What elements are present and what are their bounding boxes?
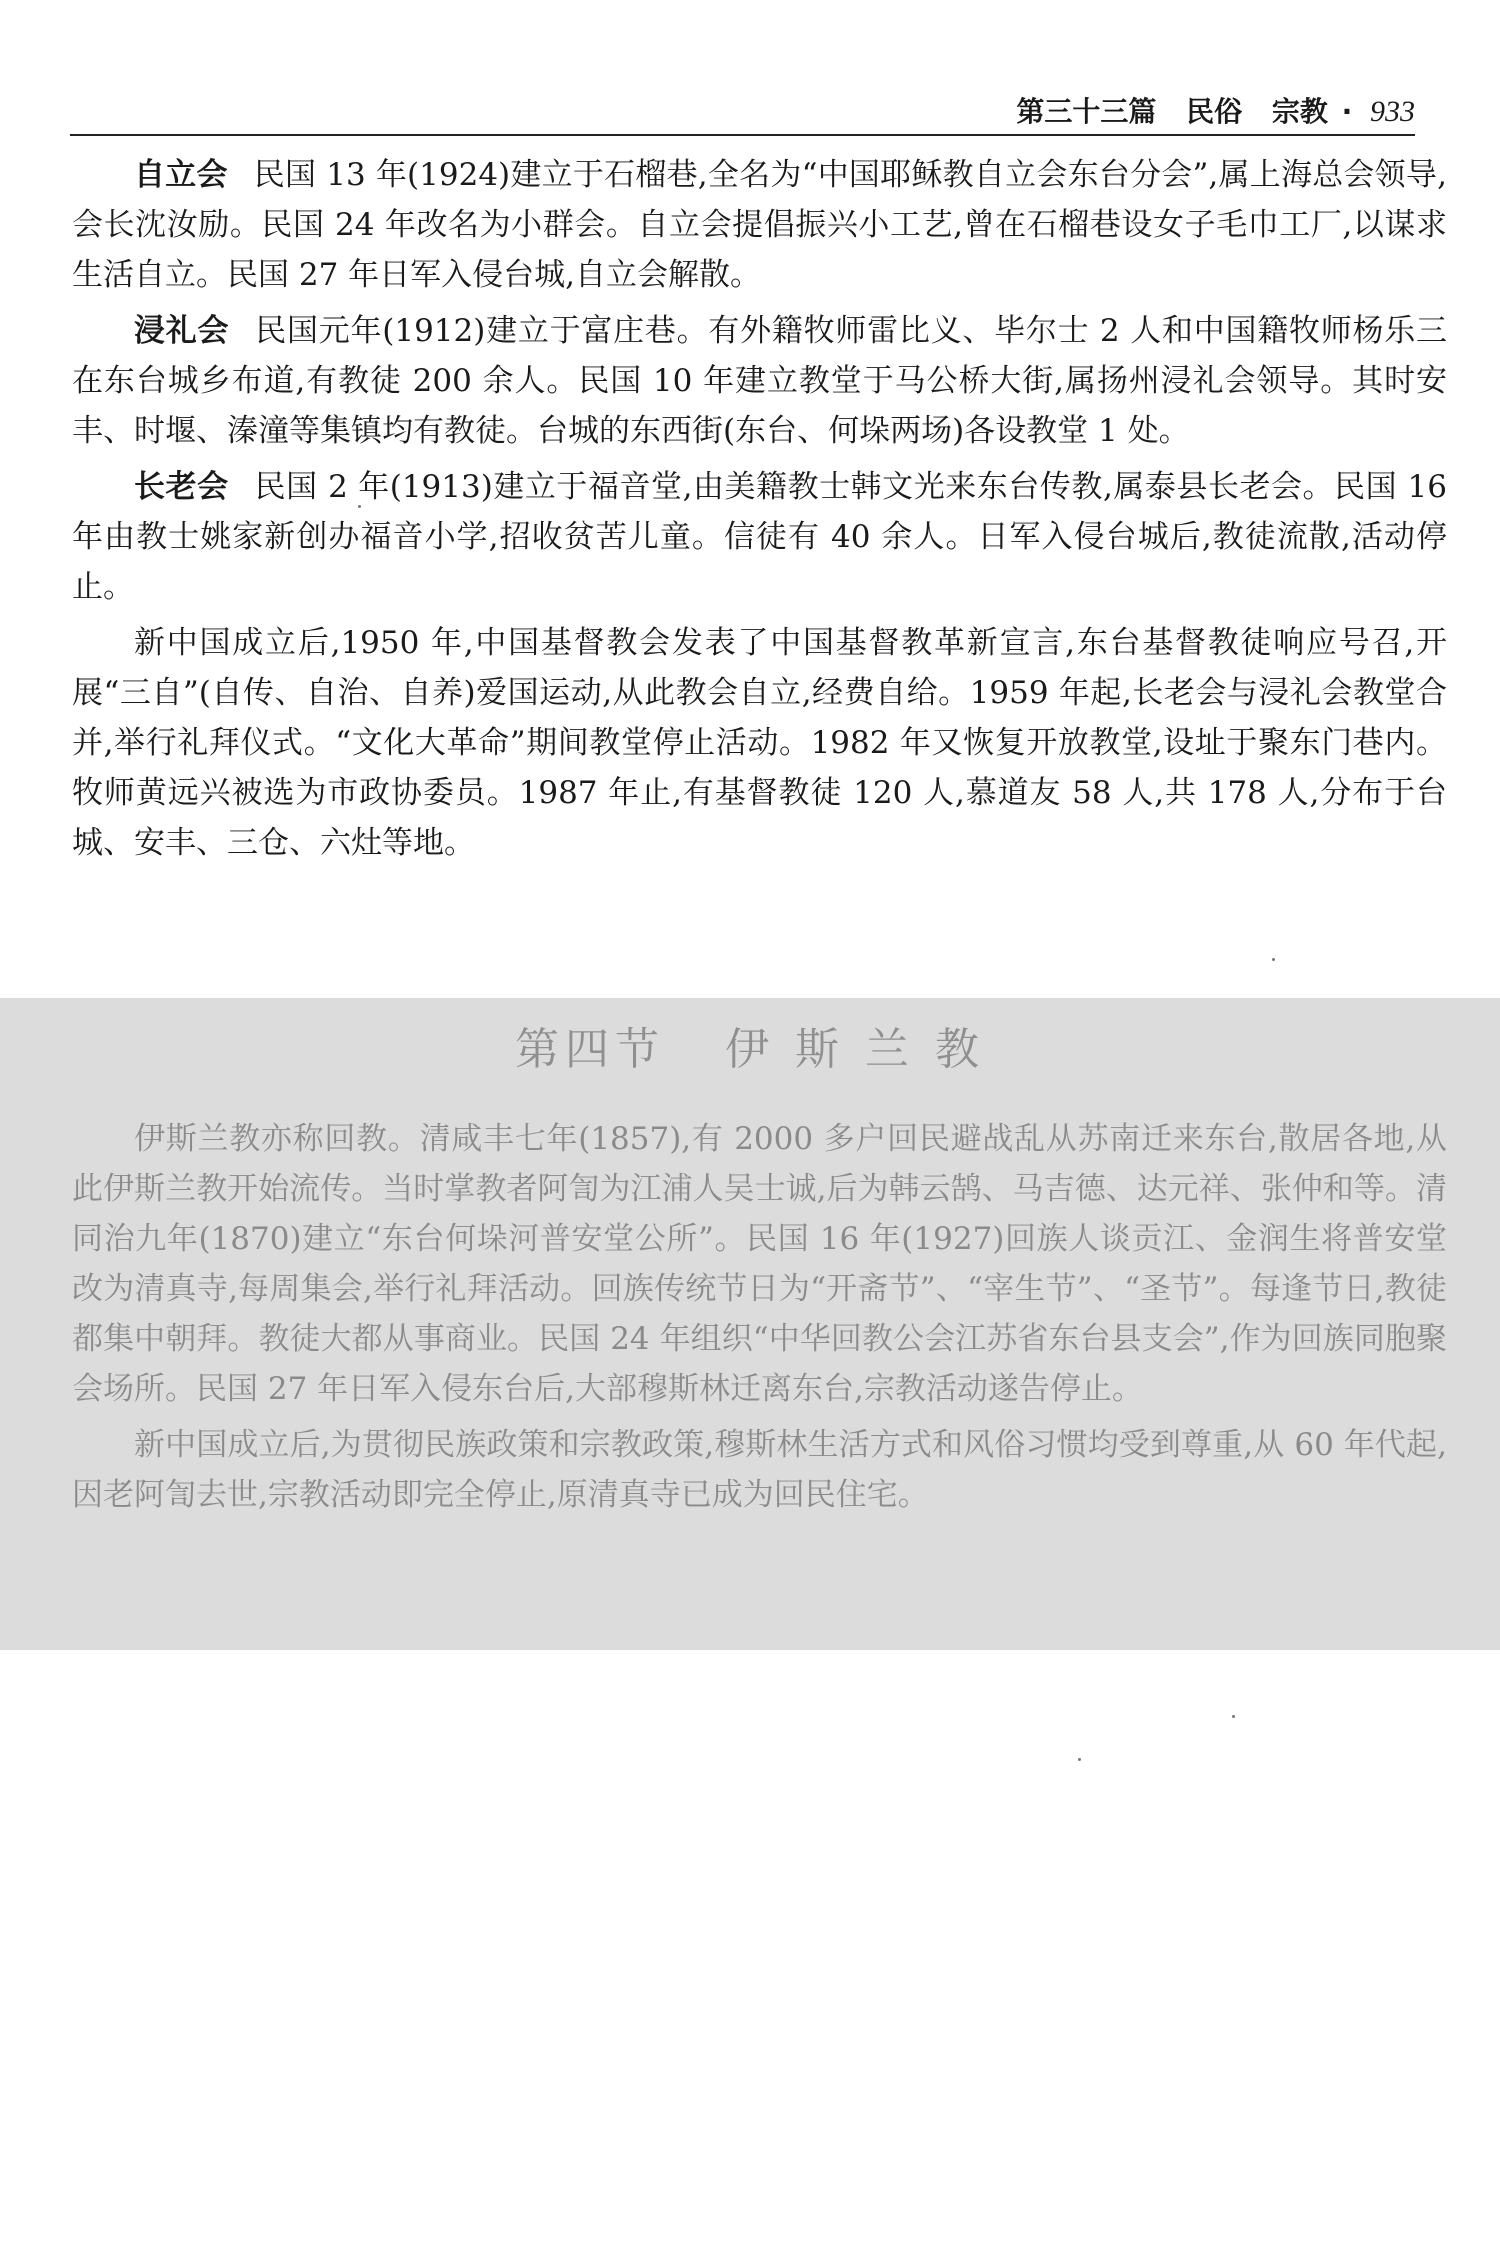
scan-speck xyxy=(1078,1758,1081,1761)
term-heading: 浸礼会 xyxy=(134,313,230,349)
scan-speck xyxy=(1272,958,1275,961)
paragraph-zilihui xyxy=(72,150,1447,300)
chapter-title: 第三十三篇 xyxy=(1016,95,1157,128)
paragraph-post-1949 xyxy=(72,618,1447,868)
scan-speck xyxy=(1232,1715,1235,1718)
paragraph-text: 新中国成立后,1950 年,中国基督教会发表了中国基督教革新宣言,东台基督教徒响应号召,开展“三自”(自传、自治、自养)爱国运动,从此教会自立,经费自给。1959 年起,长老会与浸礼会教堂合并,举行礼拜仪式。“文化大革命”期间教堂停止活动。1982 年又恢复开放教堂,设址于聚东门巷内。牧师黄远兴被选为市政协委员。1987 年止,有基督教徒 120 人,慕道友 58 人,共 178 人,分布于台城、安丰、三仓、六灶等地。 xyxy=(72,625,1447,861)
islam-paragraph: 伊斯兰教亦称回教。清咸丰七年(1857),有 2000 多户回民避战乱从苏南迁来东台,散居各地,从此伊斯兰教开始流传。当时掌教者阿訇为江浦人吴士诚,后为韩云鹄、马吉德、达元祥、张仲和等。清同治九年(1870)建立“东台何垛河普安堂公所”。民国 16 年(1927)回族人谈贡江、金润生将普安堂改为清真寺,每周集会,举行礼拜活动。回族传统节日为“开斋节”、“宰生节”、“圣节”。每逢节日,教徒都集中朝拜。教徒大都从事商业。民国 24 年组织“中华回教公会江苏省东台县支会”,作为回族同胞聚会场所。民国 27 年日军入侵东台后,大部穆斯林迁离东台,宗教活动遂告停止。 xyxy=(72,1121,1447,1407)
scan-speck xyxy=(358,505,361,508)
islam-section xyxy=(0,998,1500,1650)
section-number: 第四节 xyxy=(515,1024,666,1075)
page-number: 933 xyxy=(1370,95,1415,128)
term-heading: 长老会 xyxy=(134,469,229,505)
page-header xyxy=(70,90,1415,136)
header-separator: · xyxy=(1341,95,1353,128)
section-name: 宗教 xyxy=(1271,95,1328,128)
paragraph-text: 民国元年(1912)建立于富庄巷。有外籍牧师雷比义、毕尔士 2 人和中国籍牧师杨乐三在东台城乡布道,有教徒 200 余人。民国 10 年建立教堂于马公桥大街,属扬州浸礼会领导。其时安丰、时堰、溱潼等集镇均有教徒。台城的东西街(东台、何垛两场)各设教堂 1 处。 xyxy=(72,313,1447,449)
paragraph-text: 民国 13 年(1924)建立于石榴巷,全名为“中国耶稣教自立会东台分会”,属上海总会领导,会长沈汝励。民国 24 年改名为小群会。自立会提倡振兴小工艺,曾在石榴巷设女子毛巾工厂,以谋求生活自立。民国 27 年日军入侵台城,自立会解散。 xyxy=(72,157,1447,293)
islam-section-body xyxy=(72,1114,1447,1520)
paragraph-zhanglaohui xyxy=(72,462,1447,612)
paragraph-jinlihui xyxy=(72,306,1447,456)
term-heading: 自立会 xyxy=(134,157,228,193)
section-title xyxy=(0,1020,1500,1080)
islam-paragraph: 新中国成立后,为贯彻民族政策和宗教政策,穆斯林生活方式和风俗习惯均受到尊重,从 60 年代起,因老阿訇去世,宗教活动即完全停止,原清真寺已成为回民住宅。 xyxy=(72,1427,1447,1513)
paragraph-text: 民国 2 年(1913)建立于福音堂,由美籍教士韩文光来东台传教,属泰县长老会。民国 16 年由教士姚家新创办福音小学,招收贫苦儿童。信徒有 40 余人。日军入侵台城后,教徒流散,活动停止。 xyxy=(72,469,1448,605)
part-title: 民俗 xyxy=(1186,95,1243,128)
section-name: 伊 斯 兰 教 xyxy=(725,1024,985,1075)
main-content xyxy=(72,150,1447,868)
